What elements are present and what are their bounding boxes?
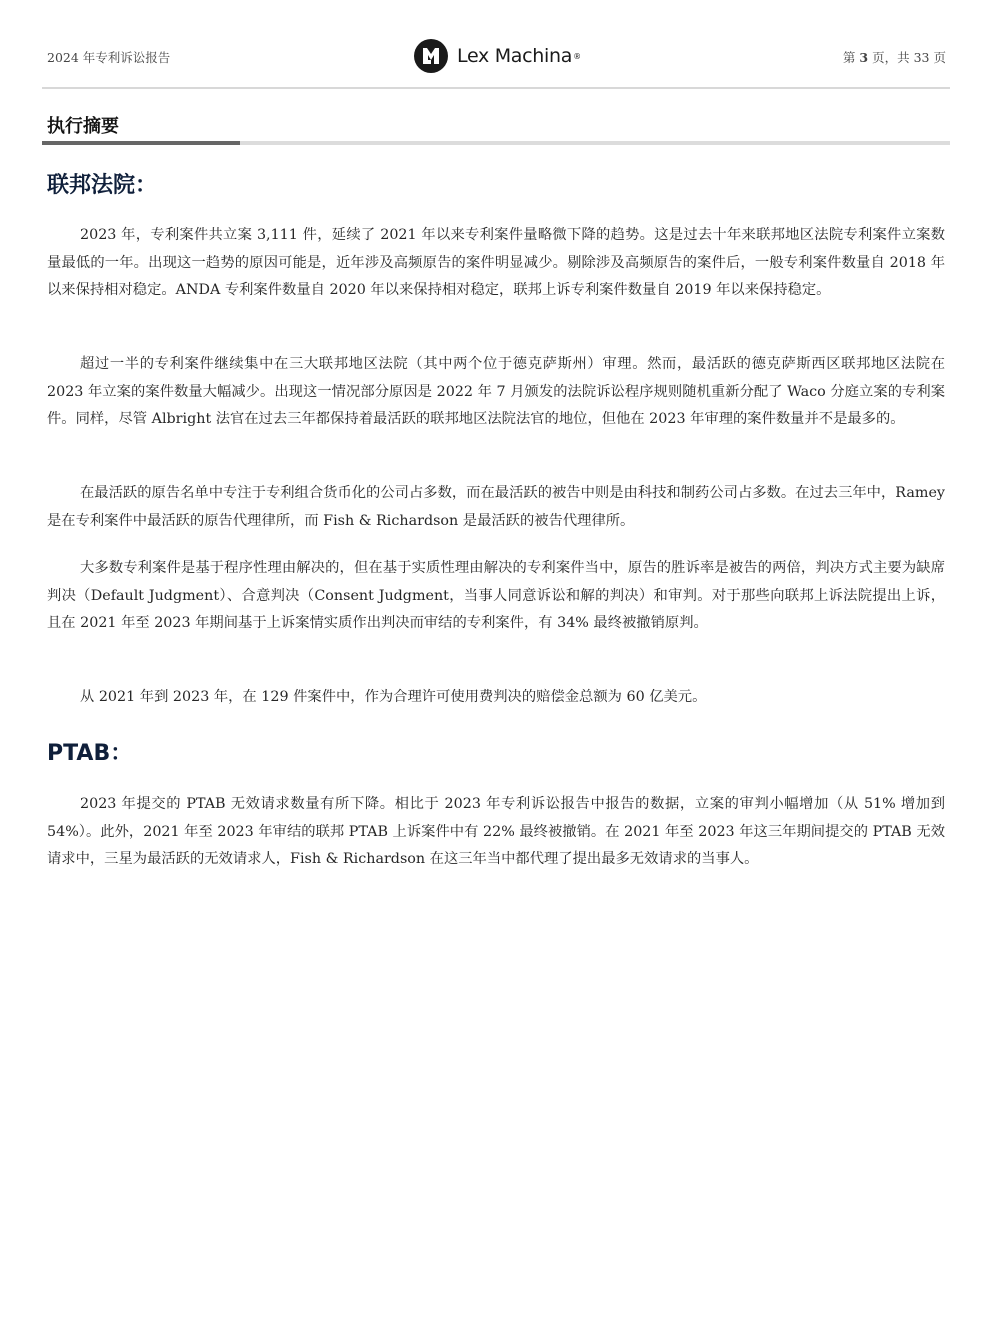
federal-heading: 联邦法院： xyxy=(47,173,158,198)
page-header xyxy=(0,0,993,88)
header-divider xyxy=(42,87,950,89)
ptab-heading: PTAB： xyxy=(47,741,133,766)
federal-paragraph-3: 在最活跃的原告名单中专注于专利组合货币化的公司占多数，而在最活跃的被告中则是由科技和制药公司占多数。在过去三年中，Ramey 是在专利案件中最活跃的原告代理律所，而 Fish & Richardson 是最活跃的被告代理律所。 xyxy=(47,485,945,529)
federal-paragraph-1: 2023 年，专利案件共立案 3,111 件，延续了 2021 年以来专利案件量略微下降的趋势。这是过去十年来联邦地区法院专利案件立案数量最低的一年。出现这一趋势的原因可能是，近年涉及高频原告的案件明显减少。剔除涉及高频原告的案件后，一般专利案件数量自 2018 年以来保持相对稳定。ANDA 专利案件数量自 2020 年以来保持相对稳定，联邦上诉专利案件数量自 2019 年以来保持稳定。 xyxy=(47,227,945,298)
page-current: 3 xyxy=(859,50,869,65)
page-suffix: 页 xyxy=(933,50,946,65)
page-prefix: 第 xyxy=(842,50,856,65)
document-title: 2024 年专利诉讼报告 xyxy=(47,50,171,65)
page-middle: 页，共 xyxy=(872,50,910,65)
page-number xyxy=(843,48,946,66)
federal-paragraph-2: 超过一半的专利案件继续集中在三大联邦地区法院（其中两个位于德克萨斯州）审理。然而，最活跃的德克萨斯西区联邦地区法院在 2023 年立案的案件数量大幅减少。出现这一情况部分原因是 2022 年 7 月颁发的法院诉讼程序规则随机重新分配了 Waco 分庭立案的专利案件。同样，尽管 Albright 法官在过去三年都保持着最活跃的联邦地区法院法官的地位，但他在 2023 年审理的案件数量并不是最多的。 xyxy=(47,356,945,427)
section-title: 执行摘要 xyxy=(47,116,119,137)
federal-paragraph-5: 从 2021 年到 2023 年，在 129 件案件中，作为合理许可使用费判决的赔偿金总额为 60 亿美元。 xyxy=(80,689,707,705)
registered-mark: ® xyxy=(573,51,582,61)
section-divider-accent xyxy=(42,141,240,145)
page-total: 33 xyxy=(913,50,930,65)
ptab-paragraph-1: 2023 年提交的 PTAB 无效请求数量有所下降。相比于 2023 年专利诉讼报告中报告的数据，立案的审判小幅增加（从 51% 增加到 54%）。此外，2021 年至 2023 年审结的联邦 PTAB 上诉案件中有 22% 最终被撤销。在 2021 年至 2023 年这三年期间提交的 PTAB 无效请求中，三星为最活跃的无效请求人，Fish & Richardson 在这三年当中都代理了提出最多无效请求的当事人。 xyxy=(47,796,945,867)
lex-machina-logo xyxy=(414,38,581,74)
federal-paragraph-4: 大多数专利案件是基于程序性理由解决的，但在基于实质性理由解决的专利案件当中，原告的胜诉率是被告的两倍，判决方式主要为缺席判决（Default Judgment）、合意判决（Consent Judgment，当事人同意诉讼和解的判决）和审判。对于那些向联邦上诉法院提出上诉，且在 2021 年至 2023 年期间基于上诉案情实质作出判决而审结的专利案件，有 34% 最终被撤销原判。 xyxy=(47,560,945,631)
logo-wordmark: Lex Machina xyxy=(457,45,573,67)
lex-machina-logo-icon xyxy=(414,39,448,73)
